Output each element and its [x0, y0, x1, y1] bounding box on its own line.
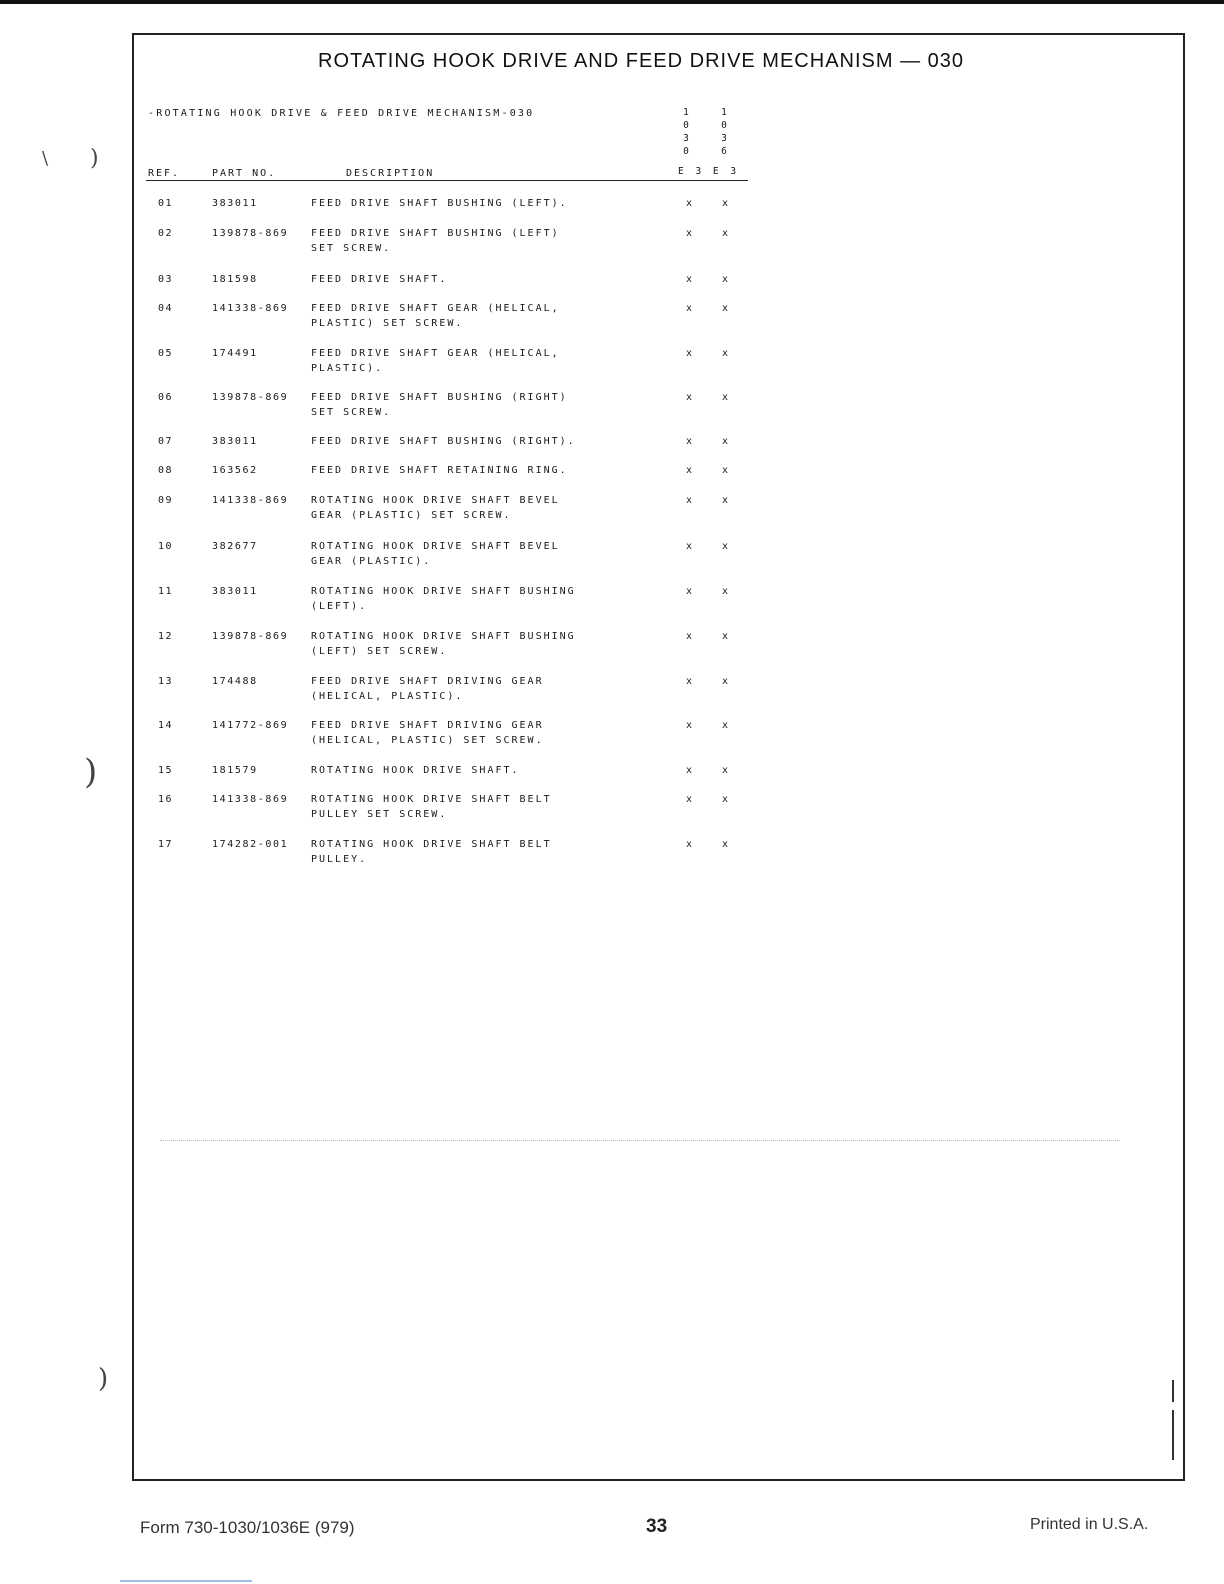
part-description: FEED DRIVE SHAFT GEAR (HELICAL, PLASTIC). [311, 348, 560, 374]
part-description: ROTATING HOOK DRIVE SHAFT BELT PULLEY SET SCREW. [311, 794, 552, 820]
model-1036-mark: x [722, 495, 729, 506]
ref-number: 01 [158, 198, 174, 209]
ref-number: 05 [158, 348, 174, 359]
header-rule [146, 180, 748, 181]
ref-number: 07 [158, 436, 174, 447]
ref-number: 16 [158, 794, 174, 805]
column-header-ref: REF. [148, 168, 181, 179]
column-header-description: DESCRIPTION [346, 168, 435, 179]
ref-number: 11 [158, 586, 174, 597]
part-number: 382677 [212, 541, 258, 552]
model-1036-mark: x [722, 586, 729, 597]
part-number: 383011 [212, 198, 258, 209]
part-number: 141338-869 [212, 303, 289, 314]
model-1036-mark: x [722, 465, 729, 476]
part-description: ROTATING HOOK DRIVE SHAFT BUSHING (LEFT). [311, 586, 576, 612]
model-1030-mark: x [686, 348, 693, 359]
part-description: ROTATING HOOK DRIVE SHAFT BEVEL GEAR (PLASTIC) SET SCREW. [311, 495, 560, 521]
model-1036-mark: x [722, 631, 729, 642]
scan-mark: \ [42, 148, 49, 169]
model-1030-mark: x [686, 495, 693, 506]
model-1036-mark: x [722, 303, 729, 314]
part-number: 163562 [212, 465, 258, 476]
part-number: 141338-869 [212, 794, 289, 805]
part-description: FEED DRIVE SHAFT DRIVING GEAR (HELICAL, PLASTIC). [311, 676, 544, 702]
part-number: 141338-869 [212, 495, 289, 506]
ref-number: 17 [158, 839, 174, 850]
model-1036-mark: x [722, 794, 729, 805]
model-1030-mark: x [686, 436, 693, 447]
part-number: 174491 [212, 348, 258, 359]
bottom-edge-highlight [120, 1580, 252, 1582]
model-1036-mark: x [722, 228, 729, 239]
printed-in-label: Printed in U.S.A. [1030, 1516, 1149, 1533]
part-description: ROTATING HOOK DRIVE SHAFT BEVEL GEAR (PLASTIC). [311, 541, 560, 567]
part-number: 181579 [212, 765, 258, 776]
page-frame [132, 33, 1185, 1481]
model-1036-mark: x [722, 765, 729, 776]
model-1036-mark: x [722, 541, 729, 552]
part-number: 181598 [212, 274, 258, 285]
part-number: 174282-001 [212, 839, 289, 850]
form-number: Form 730-1030/1036E (979) [140, 1518, 355, 1537]
ref-number: 13 [158, 676, 174, 687]
model-1030-mark: x [686, 839, 693, 850]
part-number: 174488 [212, 676, 258, 687]
ref-number: 02 [158, 228, 174, 239]
model-1036-mark: x [722, 348, 729, 359]
part-description: FEED DRIVE SHAFT BUSHING (LEFT) SET SCREW. [311, 228, 560, 254]
ref-number: 10 [158, 541, 174, 552]
model-1036-mark: x [722, 676, 729, 687]
model-1030-mark: x [686, 720, 693, 731]
ref-number: 03 [158, 274, 174, 285]
model-1036-mark: x [722, 720, 729, 731]
part-description: FEED DRIVE SHAFT. [311, 274, 448, 285]
model-1030-mark: x [686, 794, 693, 805]
model-1030-mark: x [686, 274, 693, 285]
part-description: FEED DRIVE SHAFT GEAR (HELICAL, PLASTIC) SET SCREW. [311, 303, 560, 329]
part-number: 139878-869 [212, 228, 289, 239]
ref-number: 14 [158, 720, 174, 731]
part-description: ROTATING HOOK DRIVE SHAFT. [311, 765, 520, 776]
scan-mark: ) [84, 752, 98, 792]
model-1036-mark: x [722, 839, 729, 850]
part-description: FEED DRIVE SHAFT DRIVING GEAR (HELICAL, PLASTIC) SET SCREW. [311, 720, 544, 746]
part-number: 141772-869 [212, 720, 289, 731]
ref-number: 15 [158, 765, 174, 776]
part-description: FEED DRIVE SHAFT BUSHING (RIGHT). [311, 436, 576, 447]
part-number: 383011 [212, 436, 258, 447]
model-suffix-label: E 3 E 3 [678, 166, 740, 177]
model-1030-mark: x [686, 765, 693, 776]
section-subheading: -ROTATING HOOK DRIVE & FEED DRIVE MECHANISM-030 [148, 108, 535, 119]
model-1036-mark: x [722, 198, 729, 209]
ref-number: 04 [158, 303, 174, 314]
ref-number: 09 [158, 495, 174, 506]
model-1030-mark: x [686, 228, 693, 239]
model-1036-mark: x [722, 392, 729, 403]
part-description: FEED DRIVE SHAFT BUSHING (LEFT). [311, 198, 568, 209]
part-description: ROTATING HOOK DRIVE SHAFT BELT PULLEY. [311, 839, 552, 865]
model-1030-mark: x [686, 541, 693, 552]
scan-mark: ) [90, 146, 99, 171]
column-header-part-no: PART NO. [212, 168, 277, 179]
model-1030-mark: x [686, 392, 693, 403]
model-1036-mark: x [722, 436, 729, 447]
scan-mark: ) [98, 1364, 109, 1394]
part-number: 139878-869 [212, 631, 289, 642]
model-1030-mark: x [686, 676, 693, 687]
ref-number: 06 [158, 392, 174, 403]
part-number: 383011 [212, 586, 258, 597]
model-1030-mark: x [686, 586, 693, 597]
model-1030-mark: x [686, 303, 693, 314]
model-column-1-label: 1 0 3 0 [683, 107, 689, 157]
model-1030-mark: x [686, 631, 693, 642]
model-1030-mark: x [686, 198, 693, 209]
part-description: FEED DRIVE SHAFT BUSHING (RIGHT) SET SCREW. [311, 392, 568, 418]
model-1030-mark: x [686, 465, 693, 476]
page-number: 33 [646, 1516, 668, 1537]
part-number: 139878-869 [212, 392, 289, 403]
ref-number: 12 [158, 631, 174, 642]
part-description: ROTATING HOOK DRIVE SHAFT BUSHING (LEFT) SET SCREW. [311, 631, 576, 657]
top-edge-rule [0, 0, 1224, 4]
page-title: ROTATING HOOK DRIVE AND FEED DRIVE MECHANISM — 030 [318, 50, 965, 72]
model-column-2-label: 1 0 3 6 [721, 107, 727, 157]
model-1036-mark: x [722, 274, 729, 285]
part-description: FEED DRIVE SHAFT RETAINING RING. [311, 465, 568, 476]
ref-number: 08 [158, 465, 174, 476]
